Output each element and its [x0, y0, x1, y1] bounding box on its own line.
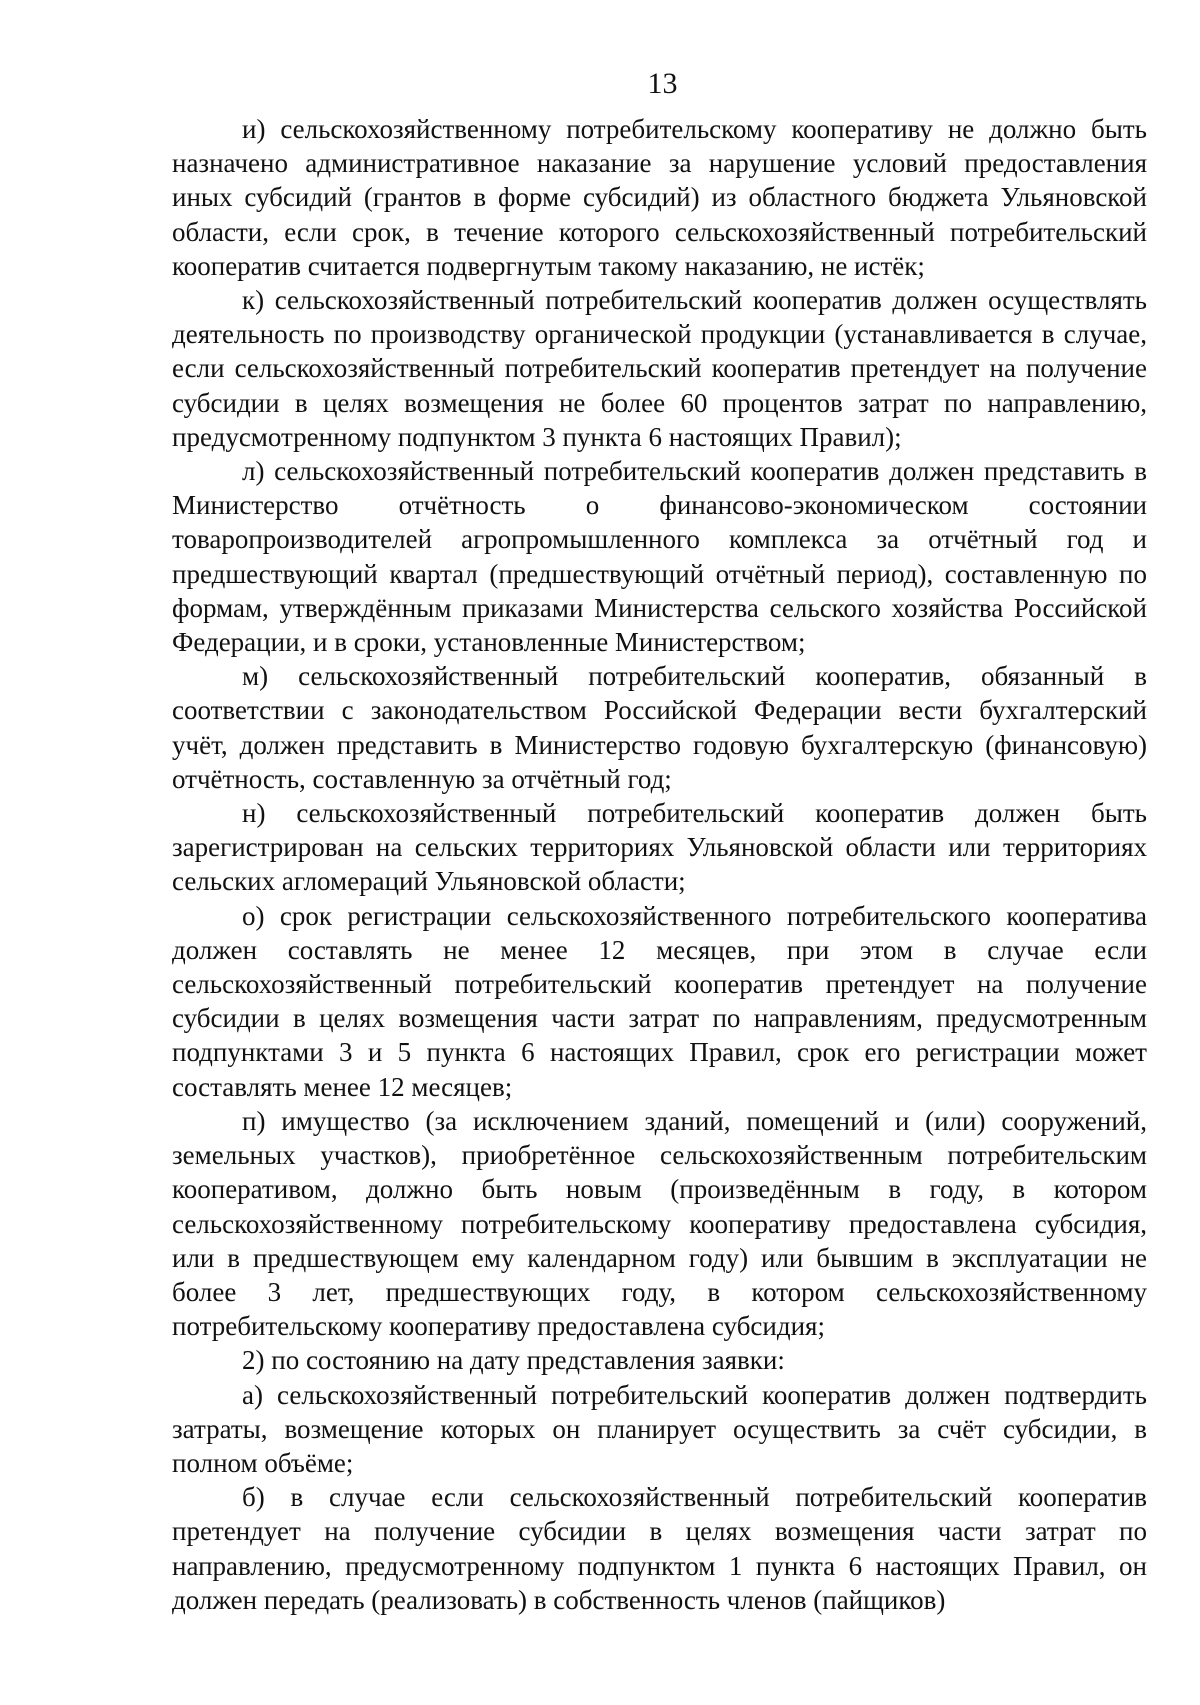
- paragraph-l: л) сельскохозяйственный потребительский кооператив должен представить в Министерство отчётность о финансово-экономическом состоянии товаропроизводителей агропромышленного комплекса за отчётный год и предшествующий квартал (предшествующий отчётный период), составленную по формам, утверждённым приказами Министерства сельского хозяйства Российской Федерации, и в сроки, установленные Министерством;: [172, 456, 1147, 658]
- paragraph-a: а) сельскохозяйственный потребительский кооператив должен подтвердить затраты, возмещение которых он планирует осуществить за счёт субсидии, в полном объёме;: [172, 1379, 1147, 1478]
- paragraph-k: к) сельскохозяйственный потребительский кооператив должен осуществлять деятельность по производству органической продукции (устанавливается в случае, если сельскохозяйственный потребительский кооператив претендует на получение субсидии в целях возмещения не более 60 процентов затрат по направлению, предусмотренному подпунктом 3 пункта 6 настоящих Правил);: [172, 285, 1147, 452]
- paragraph-o: о) срок регистрации сельскохозяйственного потребительского кооператива должен составлять не менее 12 месяцев, при этом в случае если сельскохозяйственный потребительский кооператив претендует на получение субсидии в целях возмещения части затрат по направлениям, предусмотренным подпунктами 3 и 5 пункта 6 настоящих Правил, срок его регистрации может составлять менее 12 месяцев;: [172, 900, 1147, 1102]
- page-number: 13: [647, 67, 678, 100]
- paragraph-m: м) сельскохозяйственный потребительский кооператив, обязанный в соответствии с законодательством Российской Федерации вести бухгалтерский учёт, должен представить в Министерство годовую бухгалтерскую (финансовую) отчётность, составленную за отчётный год;: [172, 661, 1147, 794]
- paragraph-n: н) сельскохозяйственный потребительский кооператив должен быть зарегистрирован на сельских территориях Ульяновской области или территориях сельских агломераций Ульяновской области;: [172, 798, 1147, 897]
- paragraph-p: п) имущество (за исключением зданий, помещений и (или) сооружений, земельных участков), приобретённое сельскохозяйственным потребительским кооперативом, должно быть новым (произведённым в году, в котором сельскохозяйственному потребительскому кооперативу предоставлена субсидия, или в предшествующем ему календарном году) или бывшим в эксплуатации не более 3 лет, предшествующих году, в котором сельскохозяйственному потребительскому кооперативу предоставлена субсидия;: [172, 1105, 1147, 1342]
- paragraph-b: б) в случае если сельскохозяйственный потребительский кооператив претендует на получение субсидии в целях возмещения части затрат по направлению, предусмотренному подпунктом 1 пункта 6 настоящих Правил, он должен передать (реализовать) в собственность членов (пайщиков): [172, 1482, 1147, 1615]
- paragraph-i: и) сельскохозяйственному потребительскому кооперативу не должно быть назначено административное наказание за нарушение условий предоставления иных субсидий (грантов в форме субсидий) из областного бюджета Ульяновской области, если срок, в течение которого сельскохозяйственный потребительский кооператив считается подвергнутым такому наказанию, не истёк;: [172, 114, 1147, 281]
- paragraph-item-2: 2) по состоянию на дату представления заявки:: [242, 1345, 785, 1376]
- document-body: [172, 112, 1147, 1617]
